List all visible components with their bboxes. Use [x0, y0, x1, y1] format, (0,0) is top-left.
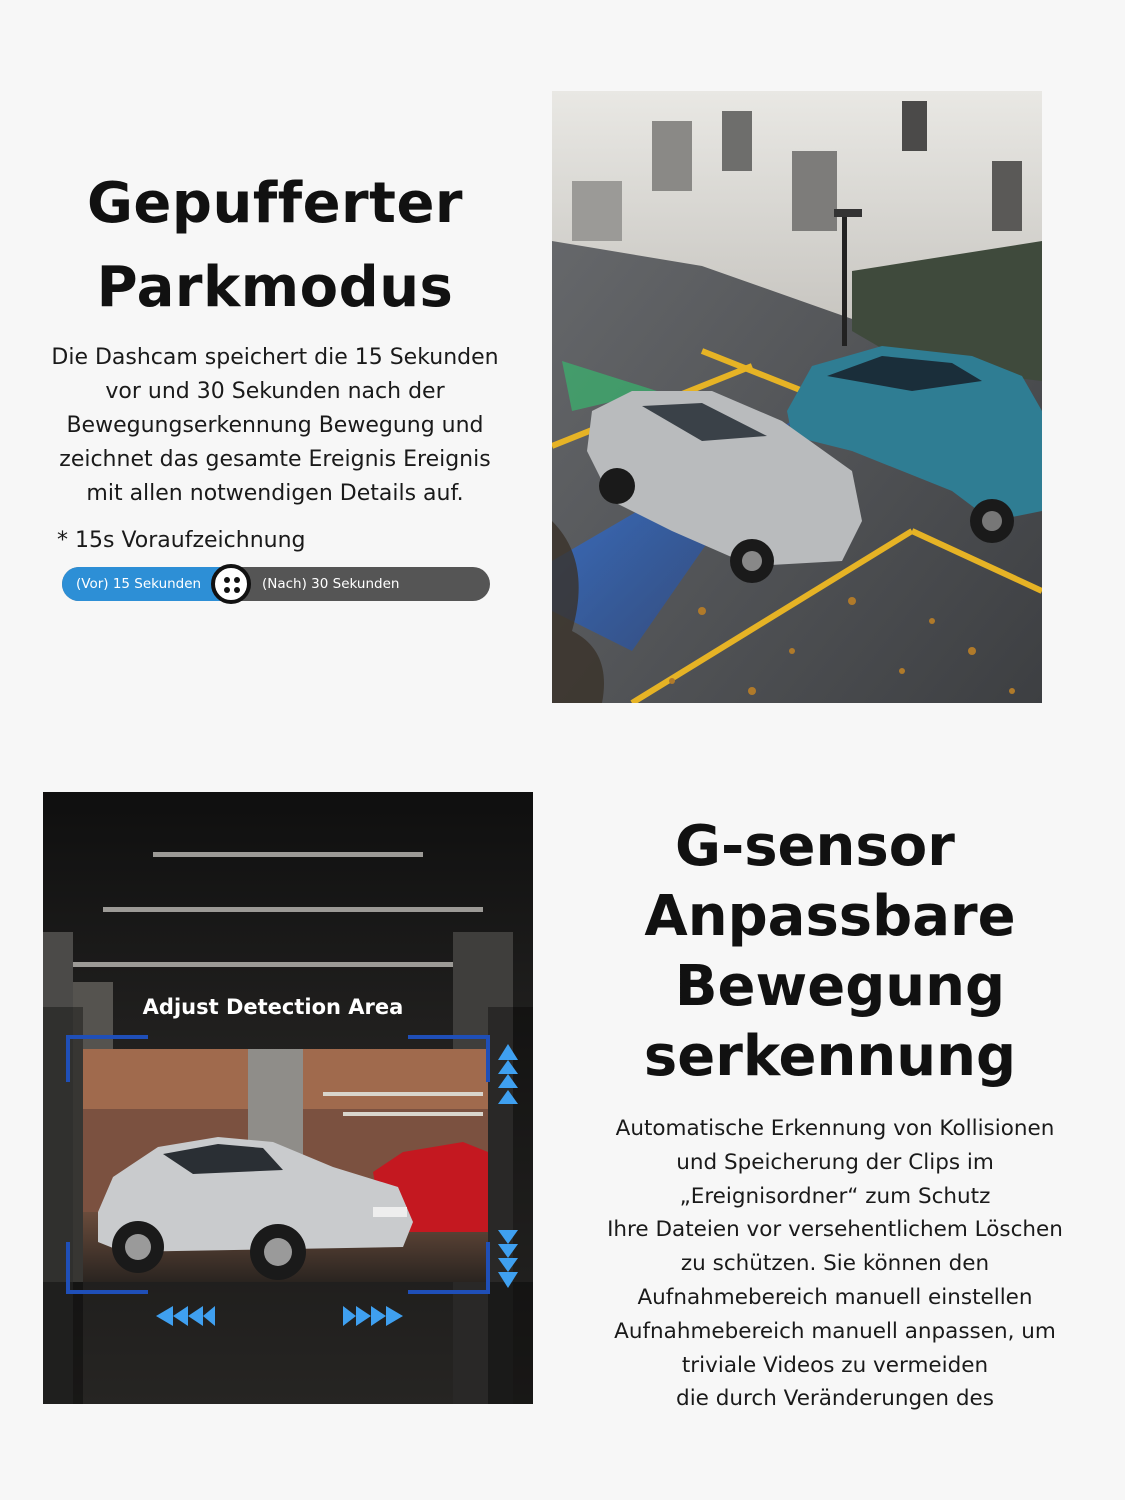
prerecord-note: * 15s Voraufzeichnung — [57, 528, 306, 553]
title-line: Parkmodus — [96, 255, 454, 320]
description-line: zu schützen. Sie können den — [680, 1251, 990, 1277]
underground-garage-car-image — [43, 792, 533, 1404]
description-line: Aufnahmebereich manuell anpassen, um — [614, 1318, 1056, 1344]
parking-mode-description — [30, 341, 520, 511]
description-line: Ihre Dateien vor versehentlichem Löschen — [607, 1217, 1063, 1243]
description-line: Bewegungserkennung Bewegung und — [66, 413, 484, 438]
parked-cars-aerial-image — [552, 91, 1042, 703]
description-line: Die Dashcam speichert die 15 Sekunden — [51, 345, 499, 370]
description-line: mit allen notwendigen Details auf. — [86, 481, 464, 506]
g-sensor-title — [600, 812, 1060, 1092]
description-line: zeichnet das gesamte Ereignis Ereignis — [59, 447, 491, 472]
description-line: triviale Videos zu vermeiden — [681, 1352, 989, 1378]
title-line: Bewegung — [674, 954, 1006, 1019]
recording-timeline — [62, 567, 490, 601]
description-line: vor und 30 Sekunden nach der — [105, 379, 445, 404]
description-line: „Ereignisordner“ zum Schutz — [679, 1183, 991, 1209]
title-line: Gepufferter — [86, 171, 464, 236]
timeline-trigger-icon — [211, 564, 251, 604]
title-line: serkennung — [643, 1024, 1017, 1089]
description-line: und Speicherung der Clips im — [676, 1149, 994, 1175]
parking-mode-title — [40, 162, 510, 330]
detection-area-label: Adjust Detection Area — [142, 995, 404, 1019]
description-line: Aufnahmebereich manuell einstellen — [637, 1284, 1033, 1310]
title-line: G-sensor — [675, 814, 955, 879]
description-line: die durch Veränderungen des — [676, 1386, 994, 1412]
description-line: Automatische Erkennung von Kollisionen — [615, 1116, 1055, 1141]
timeline-before-label: (Vor) 15 Sekunden — [62, 567, 232, 601]
timeline-after-label: (Nach) 30 Sekunden — [262, 576, 400, 592]
title-line: Anpassbare — [644, 884, 1016, 949]
g-sensor-description — [580, 1112, 1090, 1416]
